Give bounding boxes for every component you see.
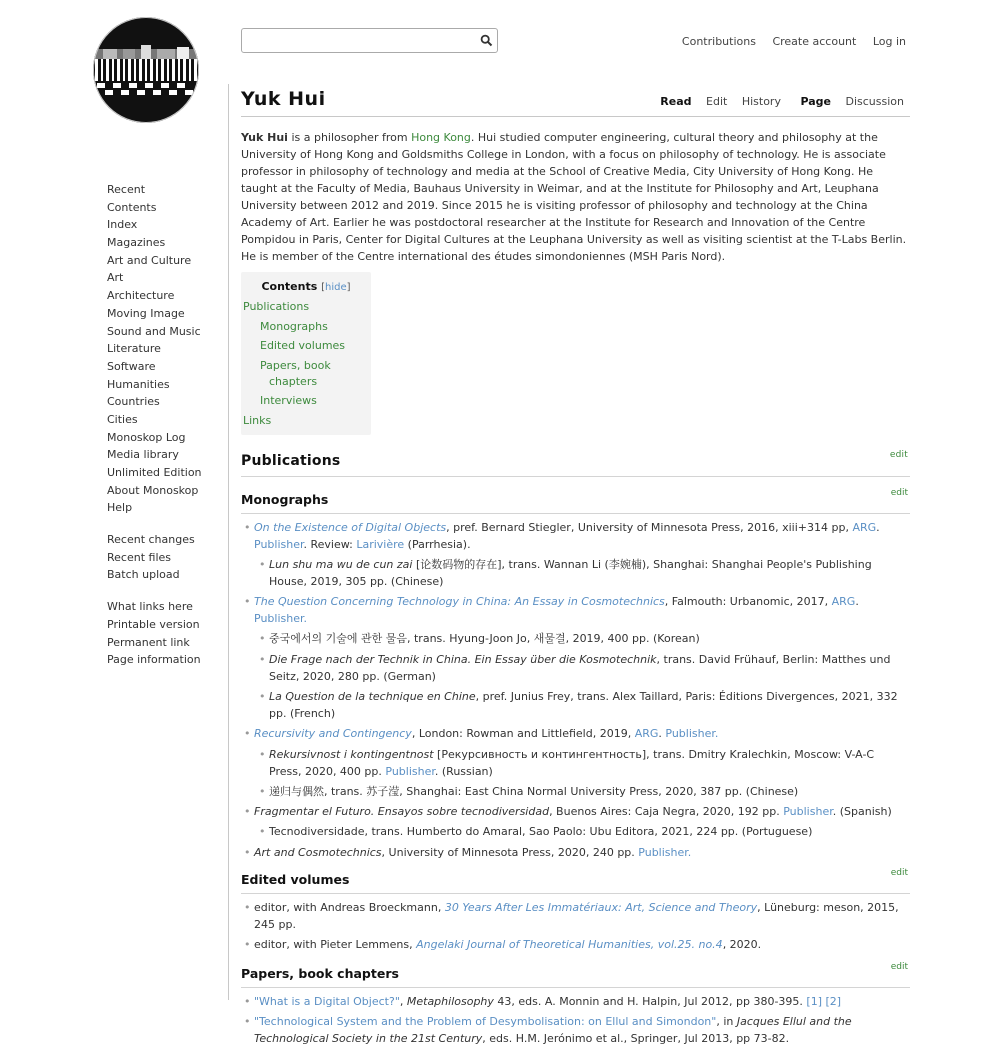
list-item: • editor, with Andreas Broeckmann, 30 Years After Les Immatériaux: Art, Science and Theory, Lüneburg: meson, 2015, 245 pp. (241, 899, 910, 933)
paper-link[interactable]: "Technological System and the Problem of Desymbolisation: on Ellul and Simondon" (254, 1015, 717, 1029)
tab-history[interactable]: History (741, 95, 781, 108)
monoskop-logo[interactable] (93, 17, 199, 123)
publisher-link[interactable]: Publisher (783, 805, 833, 819)
edit-section-link[interactable]: edit (889, 449, 908, 460)
sidebar-item-architecture[interactable]: Architecture (107, 289, 175, 303)
section-heading-publications: Publications edit (241, 453, 910, 477)
article-content (241, 129, 910, 1051)
list-item: • 递归与偶然, trans. 苏子滢, Shanghai: East China Normal University Press, 2020, 387 pp. (Chinese) (254, 783, 910, 800)
sidebar-item-recent-changes[interactable]: Recent changes (107, 533, 195, 547)
sidebar-item-batch-upload[interactable]: Batch upload (107, 568, 180, 582)
title-divider (241, 116, 910, 117)
arg-link[interactable]: ARG (852, 520, 877, 534)
sidebar-item-what-links-here[interactable]: What links here (107, 600, 193, 614)
create-account-link[interactable]: Create account (772, 35, 857, 48)
sidebar-item-about-monoskop[interactable]: About Monoskop (107, 483, 199, 497)
toc-item-interviews[interactable]: Interviews (260, 394, 317, 407)
sidebar-item-permanent-link[interactable]: Permanent link (107, 635, 190, 649)
list-item: • Art and Cosmotechnics, University of Minnesota Press, 2020, 240 pp. Publisher. (241, 844, 910, 861)
toc-item-publications[interactable]: Publications (243, 300, 310, 313)
list-item: • Lun shu ma wu de cun zai [论数码物的存在], trans. Wannan Li (李婉楠), Shanghai: Shanghai People's Publishing House, 2019, 305 pp. (Chinese) (254, 556, 910, 590)
sidebar-item-help[interactable]: Help (107, 501, 133, 515)
list-item: • "Technological System and the Problem of Desymbolisation: on Ellul and Simondon", in Jacques Ellul and the Technological Society in the 21st Century, eds. H.M. Jerónimo et al., Springer, Jul 2013, pp 73-82. (241, 1013, 910, 1047)
sidebar-item-recent-files[interactable]: Recent files (107, 550, 171, 564)
sidebar-item-monoskop-log[interactable]: Monoskop Log (107, 430, 186, 444)
sidebar-item-magazines[interactable]: Magazines (107, 236, 166, 250)
toc-title: Contents (261, 280, 318, 293)
list-item: • "What is a Digital Object?", Metaphilosophy 43, eds. A. Monnin and H. Halpin, Jul 2012, pp 380-395. [1] [2] (241, 993, 910, 1010)
monographs-list (241, 519, 910, 861)
list-item: • La Question de la technique en Chine, pref. Junius Frey, trans. Alex Taillard, Paris: Éditions Divergences, 2021, 332 pp. (French) (254, 688, 910, 722)
sidebar-item-software[interactable]: Software (107, 359, 156, 373)
tab-page[interactable]: Page (800, 95, 831, 108)
publication-link[interactable]: The Question Concerning Technology in China: An Essay in Cosmotechnics (254, 595, 665, 609)
sidebar-divider (228, 84, 229, 1000)
sidebar-item-sound-and-music[interactable]: Sound and Music (107, 324, 201, 338)
edit-section-link[interactable]: edit (890, 962, 908, 973)
sidebar-item-countries[interactable]: Countries (107, 395, 160, 409)
publisher-link[interactable]: Publisher (254, 537, 304, 551)
hong-kong-link[interactable]: Hong Kong (411, 131, 471, 144)
search-icon[interactable] (480, 34, 493, 47)
sidebar-item-contents[interactable]: Contents (107, 200, 157, 214)
sidebar-item-humanities[interactable]: Humanities (107, 377, 170, 391)
edit-section-link[interactable]: edit (890, 487, 908, 498)
publication-link[interactable]: Angelaki Journal of Theoretical Humanities, vol.25. no.4 (416, 938, 723, 952)
sidebar-item-index[interactable]: Index (107, 218, 138, 232)
paper-link[interactable]: "What is a Digital Object?" (254, 995, 400, 1009)
list-item: • Rekursivnost i kontingentnost [Рекурсивность и контингентность], trans. Dmitry Kralechkin, Moscow: V-A-C Press, 2020, 400 pp. Publisher. (Russian) (254, 746, 910, 780)
arg-link[interactable]: ARG (831, 595, 856, 609)
sidebar-item-moving-image[interactable]: Moving Image (107, 306, 185, 320)
list-item: • Fragmentar el Futuro. Ensayos sobre tecnodiversidad, Buenos Aires: Caja Negra, 2020, 192 pp. Publisher. (Spanish) • Tecnodiversidade, trans. Humberto do Amaral, Sao Paolo: Ubu Editora, 2021, 224 pp. (Portuguese) (241, 803, 910, 840)
publisher-link[interactable]: Publisher (254, 612, 304, 626)
sidebar-item-literature[interactable]: Literature (107, 342, 161, 356)
tab-discussion[interactable]: Discussion (845, 95, 904, 108)
edit-section-link[interactable]: edit (890, 867, 908, 878)
nav-page-tools (107, 598, 222, 669)
sidebar-item-recent[interactable]: Recent (107, 183, 146, 196)
page-tabs (649, 95, 904, 108)
sidebar-item-printable-version[interactable]: Printable version (107, 617, 200, 631)
sidebar-item-art-and-culture[interactable]: Art and Culture (107, 253, 192, 267)
page-title: Yuk Hui (241, 88, 326, 110)
publisher-link[interactable]: Publisher (665, 727, 715, 741)
toc-item-papers[interactable]: Papers, book chapters (260, 358, 331, 388)
list-item: • On the Existence of Digital Objects, pref. Bernard Stiegler, University of Minnesota Press, 2016, xiii+314 pp, ARG. Publisher. Review: Larivière (Parrhesia). • Lun shu ma wu de cun zai [论数码物的存在], trans. Wannan Li (李婉楠), Shanghai: Shanghai People's Publishing House, 2019, 305 pp. (Chinese) (241, 519, 910, 590)
sidebar-item-unlimited-edition[interactable]: Unlimited Edition (107, 466, 202, 479)
publisher-link[interactable]: Publisher (385, 764, 435, 778)
list-item: • Recursivity and Contingency, London: Rowman and Littlefield, 2019, ARG. Publisher. • Rekursivnost i kontingentnost [Рекурсивность и контингентность], trans. Dmitry Kralechkin, Moscow: V-A-C Press, 2020, 400 pp. Publisher. (Russian) • 递归与偶然, trans. 苏子滢, Shanghai: East China Normal University Press, 2020, 387 pp. (Chinese) (241, 725, 910, 800)
nav-main (107, 181, 222, 517)
list-item: • Die Frage nach der Technik in China. Ein Essay über die Kosmotechnik, trans. David Frühauf, Berlin: Matthes und Seitz, 2020, 280 pp. (German) (254, 651, 910, 685)
nav-tools (107, 531, 222, 584)
tab-edit[interactable]: Edit (706, 95, 728, 108)
papers-list (241, 993, 910, 1047)
section-heading-papers: Papers, book chapters edit (241, 965, 910, 988)
reference-link-2[interactable]: [2] (825, 995, 842, 1009)
log-in-link[interactable]: Log in (872, 35, 906, 48)
toc-item-links[interactable]: Links (243, 413, 272, 427)
subject-name: Yuk Hui (241, 131, 288, 144)
sidebar-item-cities[interactable]: Cities (107, 412, 138, 426)
review-link[interactable]: Larivière (356, 537, 405, 551)
list-item: • editor, with Pieter Lemmens, Angelaki Journal of Theoretical Humanities, vol.25. no.4, 2020. (241, 936, 910, 953)
publication-link[interactable]: Recursivity and Contingency (254, 727, 412, 741)
publication-link[interactable]: On the Existence of Digital Objects (254, 520, 447, 534)
search-box[interactable] (241, 28, 498, 53)
toc-item-edited-volumes[interactable]: Edited volumes (260, 339, 346, 352)
list-item: • 중국에서의 기술에 관한 물음, trans. Hyung-Joon Jo, 새물결, 2019, 400 pp. (Korean) (254, 630, 910, 647)
toc-item-monographs[interactable]: Monographs (260, 319, 328, 333)
publication-link[interactable]: 30 Years After Les Immatériaux: Art, Science and Theory (444, 900, 758, 914)
contributions-link[interactable]: Contributions (681, 35, 756, 48)
sidebar-item-page-information[interactable]: Page information (107, 653, 201, 667)
intro-paragraph: Yuk Hui is a philosopher from Hong Kong. Hui studied computer engineering, cultural theory and philosophy at the University of Hong Kong and Goldsmiths College in London, with a focus on philosophy of technology. He is associate professor in philosophy of technology and media at the School of Creative Media, City University of Hong Kong. He taught at the Faculty of Media, Bauhaus University in Weimar, and at the Institute for Philosophy and Art, Leuphana University between 2012 and 2019. Since 2015 he is visiting professor of philosophy and technology at the China Academy of Art. Earlier he was postdoctoral researcher at the Institute for Research and Innovation of the Centre Pompidou in Paris, Center for Digital Cultures at the Leuphana University as well as visiting scientist at the T-Labs Berlin. He is member of the Centre international des études simondoniennes (MSH Paris Nord). (241, 131, 907, 263)
toc-hide-link[interactable]: hide (325, 282, 347, 293)
list-item: • Tecnodiversidade, trans. Humberto do Amaral, Sao Paolo: Ubu Editora, 2021, 224 pp. (Portuguese) (254, 823, 910, 840)
section-heading-edited-volumes: Edited volumes edit (241, 871, 910, 894)
reference-link-1[interactable]: [1] (806, 995, 822, 1009)
tab-read[interactable]: Read (660, 95, 692, 108)
section-heading-monographs: Monographs edit (241, 491, 910, 514)
search-input[interactable] (248, 30, 473, 52)
sidebar-item-media-library[interactable]: Media library (107, 448, 179, 462)
publisher-link[interactable]: Publisher (638, 845, 688, 859)
personal-tools (669, 35, 906, 48)
arg-link[interactable]: ARG (634, 727, 659, 741)
sidebar-nav (107, 181, 222, 669)
sidebar-item-art[interactable]: Art (107, 271, 124, 285)
table-of-contents: Contents [hide] Publications Monographs Edited volumes Papers, book chapters Interviews Links (241, 272, 371, 435)
list-item: • The Question Concerning Technology in China: An Essay in Cosmotechnics, Falmouth: Urbanomic, 2017, ARG. Publisher. • 중국에서의 기술에 관한 물음, trans. Hyung-Joon Jo, 새물결, 2019, 400 pp. (Korean) • Die Frage nach der Technik in China. Ein Essay über die Kosmotechnik, trans. David Frühauf, Berlin: Matthes und Seitz, 2020, 280 pp. (German) • La Question de la technique en Chine, pref. Junius Frey, trans. Alex Taillard, Paris: Éditions Divergences, 2021, 332 pp. (French) (241, 593, 910, 722)
edited-volumes-list (241, 899, 910, 953)
